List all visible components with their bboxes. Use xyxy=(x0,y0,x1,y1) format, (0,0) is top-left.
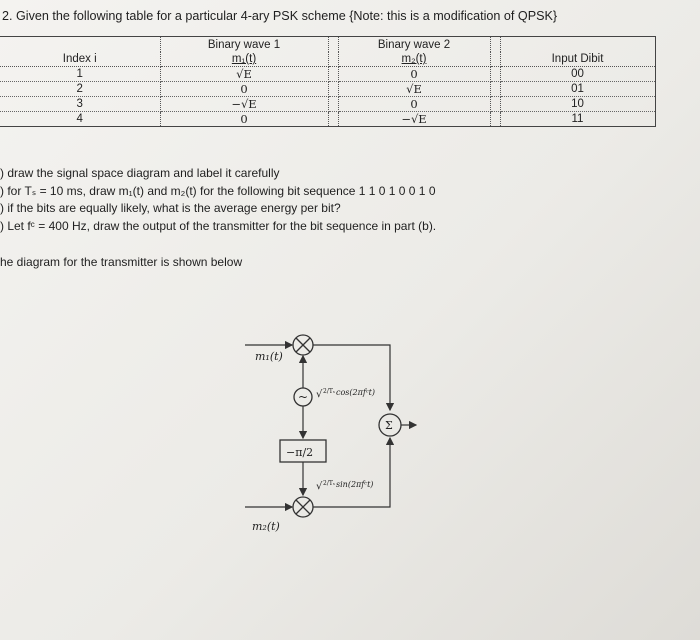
sin-scale-radical: √ xyxy=(316,481,323,492)
cos-scale-radical: √ xyxy=(316,389,323,400)
table-header-row-bottom xyxy=(0,52,655,67)
dibit-cell: 11 xyxy=(500,112,655,127)
spacer-cell xyxy=(328,67,338,82)
index-cell: 4 xyxy=(0,112,160,127)
oscillator-symbol: ~ xyxy=(298,390,309,404)
table-row xyxy=(0,82,655,97)
bottom-branch-line xyxy=(313,438,390,507)
dibit-cell: 00 xyxy=(500,67,655,82)
table-header-cell: m₁(t) xyxy=(160,52,328,67)
multiplier-bottom-icon xyxy=(293,497,313,517)
m2-cell: √E xyxy=(338,82,490,97)
spacer-cell xyxy=(490,82,500,97)
table-header-row-top xyxy=(0,37,655,53)
dibit-cell: 01 xyxy=(500,82,655,97)
spacer-cell xyxy=(490,67,500,82)
table-row xyxy=(0,97,655,112)
cos-scale-fraction: 2/Tₛ xyxy=(323,388,335,395)
table-header-cell xyxy=(490,52,500,67)
carrier-sin-label: sin(2πfᶜt) xyxy=(336,480,374,489)
carrier-cos-label: cos(2πfᶜt) xyxy=(336,388,375,397)
table-header-cell: Index i xyxy=(0,52,160,67)
table-header-cell: m₂(t) xyxy=(338,52,490,67)
m2-input-label: m₂(t) xyxy=(252,520,280,533)
table-header-cell xyxy=(490,37,500,53)
dibit-cell: 10 xyxy=(500,97,655,112)
m1-cell: −√E xyxy=(160,97,328,112)
psk-table xyxy=(0,36,656,127)
spacer-cell xyxy=(328,112,338,127)
spacer-cell xyxy=(490,97,500,112)
part-b: ) for Tₛ = 10 ms, draw m₁(t) and m₂(t) for the following bit sequence 1 1 0 1 0 0 1 0 xyxy=(0,183,436,198)
table-header-cell: Binary wave 1 xyxy=(160,37,328,53)
part-d: ) Let fᶜ = 400 Hz, draw the output of the transmitter for the bit sequence in part (b). xyxy=(0,218,437,233)
table-row xyxy=(0,67,655,82)
phase-shift-label: −π/2 xyxy=(286,446,314,459)
spacer-cell xyxy=(328,97,338,112)
table-header-cell: Binary wave 2 xyxy=(338,37,490,53)
m1-cell: √E xyxy=(160,67,328,82)
question-parts xyxy=(0,165,436,235)
index-cell: 3 xyxy=(0,97,160,112)
table-header-cell: Input Dibit xyxy=(500,52,655,67)
table-header-cell xyxy=(500,37,655,53)
spacer-cell xyxy=(328,82,338,97)
transmitter-diagram xyxy=(230,325,480,555)
diagram-caption: he diagram for the transmitter is shown below xyxy=(0,255,243,269)
m2-cell: −√E xyxy=(338,112,490,127)
index-cell: 1 xyxy=(0,67,160,82)
m1-cell: 0 xyxy=(160,82,328,97)
sum-symbol: Σ xyxy=(385,419,393,432)
multiplier-top-icon xyxy=(293,335,313,355)
table-header-cell xyxy=(328,52,338,67)
table-row xyxy=(0,112,655,127)
sin-scale-fraction: 2/Tₛ xyxy=(323,480,335,487)
m2-cell: 0 xyxy=(338,97,490,112)
part-c: ) if the bits are equally likely, what is the average energy per bit? xyxy=(0,201,341,215)
spacer-cell xyxy=(490,112,500,127)
m1-cell: 0 xyxy=(160,112,328,127)
m1-input-label: m₁(t) xyxy=(255,350,283,363)
part-a: ) draw the signal space diagram and label it carefully xyxy=(0,166,280,180)
question-title: 2. Given the following table for a particular 4-ary PSK scheme {Note: this is a modification of QPSK} xyxy=(2,9,558,23)
m2-cell: 0 xyxy=(338,67,490,82)
table-header-cell xyxy=(0,37,160,53)
table-header-cell xyxy=(328,37,338,53)
index-cell: 2 xyxy=(0,82,160,97)
top-branch-line xyxy=(313,345,390,410)
